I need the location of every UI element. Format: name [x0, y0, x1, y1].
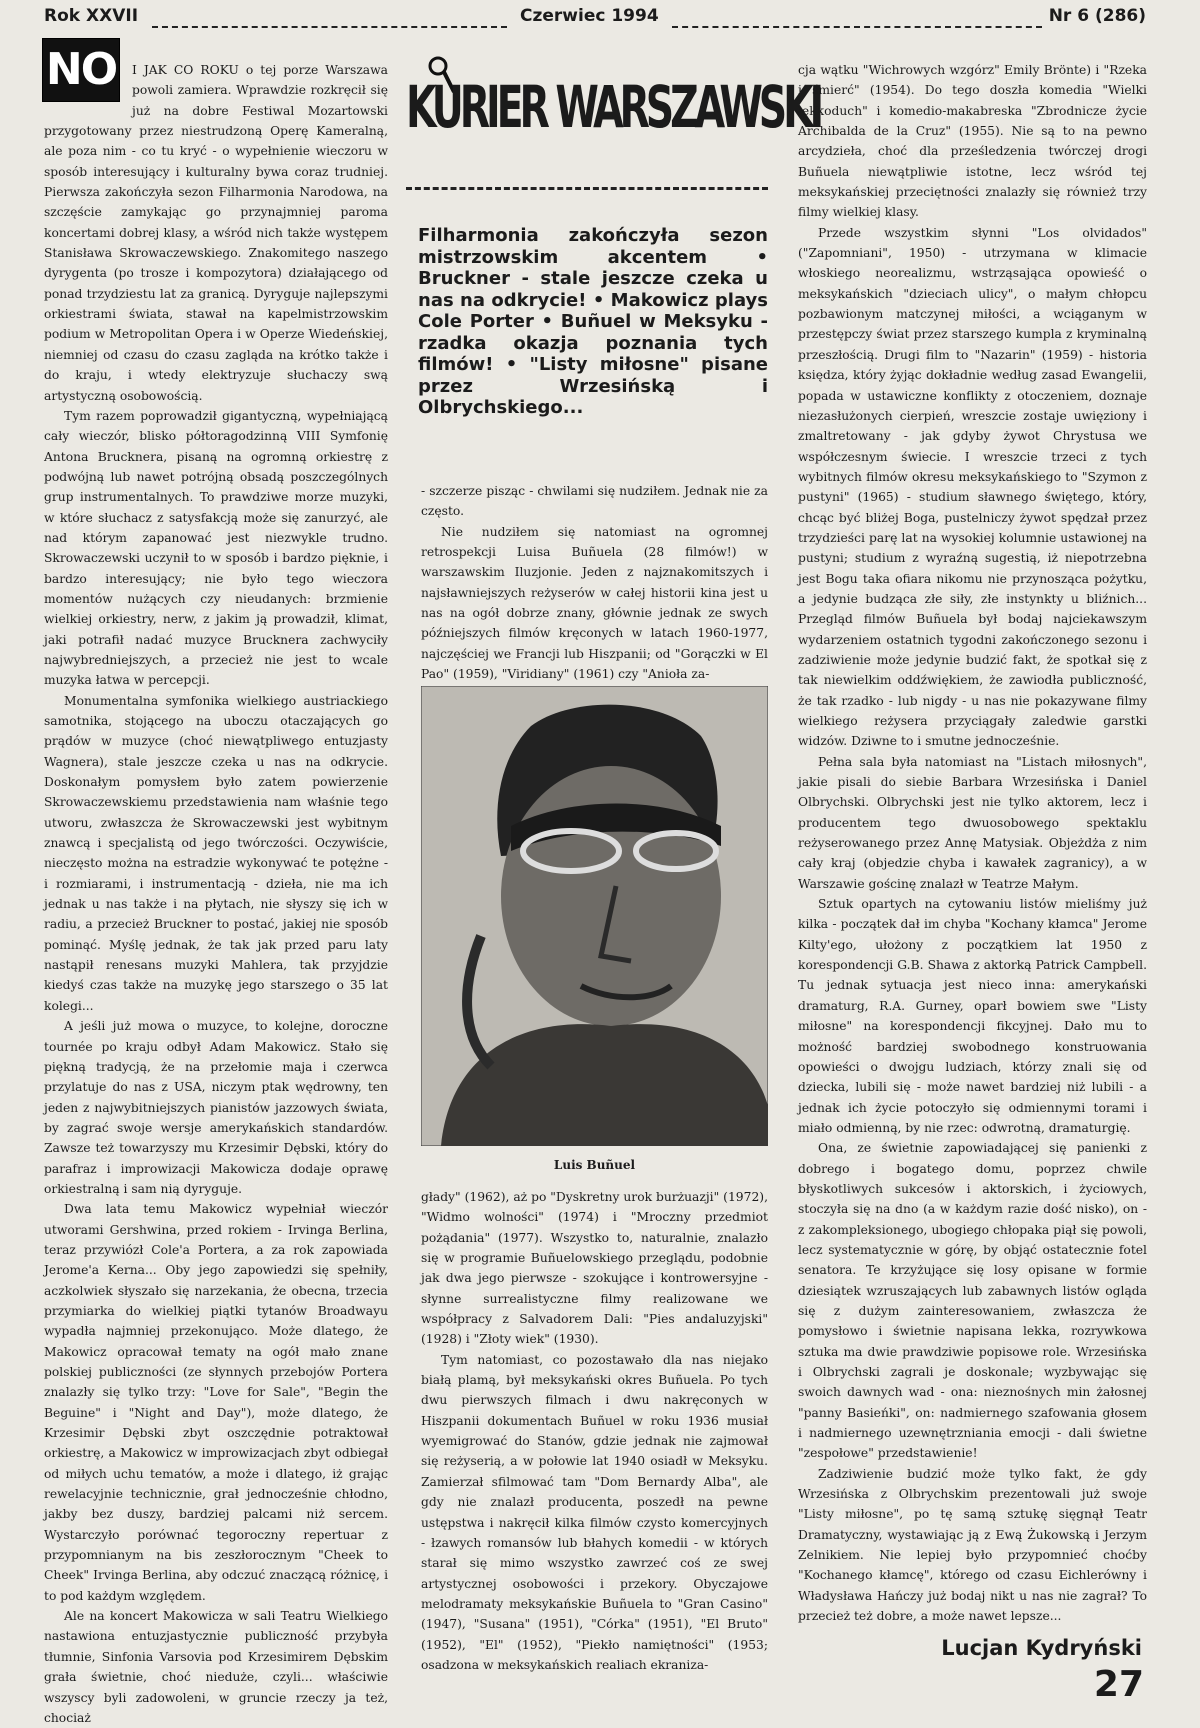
masthead-title: KURIER WARSZAWSKI [406, 73, 821, 141]
masthead [406, 50, 821, 160]
issue-number: Nr 6 (286) [1048, 6, 1146, 26]
paragraph: - szczerze pisząc - chwilami się nudziłem. Jednak nie za często. [421, 484, 768, 519]
paragraph: Pełna sala była natomiast na "Listach miłosnych", jakie pisali do siebie Barbara Wrzesińska i Daniel Olbrychski. Olbrychski jest nie tylko aktorem, lecz i producentem tego dwuosobowego spektaklu reżyserowanego przez Annę Matysiak. Objeżdża z nim cały kraj (objedzie chyba i kawałek zagranicy), a w Warszawie gościnę znalazł w Teatrze Małym. [798, 754, 1147, 891]
column-middle-bottom [421, 1187, 768, 1675]
page-number: 27 [1093, 1664, 1144, 1705]
column-right [798, 60, 1147, 1626]
column-middle-top [421, 481, 768, 684]
paragraph: Sztuk opartych na cytowaniu listów mieliśmy już kilka - początek dał im chyba "Kochany kłamca" Jerome Kilty'ego, ułożony z początkiem lat 1950 z korespondencji G.B. Shawa z aktorką Patrick Campbell. Tu jednak sytuacja jest nieco inna: amerykański dramaturg, R.A. Gurney, oparł bowiem swe "Listy miłosne" na korespondencji fikcyjnej. Dało mu to możność bardziej swobodnego konstruowania opowieści o dwojgu ludziach, którzy znali się od dziecka, lubili się - może nawet bardziej niż lubili - a jednak ich życie potoczyło się odmiennymi torami i miało odmienną, by nie rzec: odwrotną, dramaturgię. [798, 897, 1147, 1135]
issue-date: Czerwiec 1994 [520, 6, 659, 26]
paragraph: Tym natomiast, co pozostawało dla nas niejako białą plamą, był meksykański okres Buñuela. Po tych dwu pierwszych filmach i dwu nakręconych w Hiszpanii dokumentach Buñuel w roku 1936 musiał wyemigrować do Stanów, gdzie jednak nie zajmował się reżyserią, a w połowie lat 1940 osiadł w Meksyku. Zamierzał sfilmować tam "Dom Bernardy Alba", ale gdy nie znalazł producenta, poszedł na pewne ustępstwa i nakręcił kilka filmów czysto komercyjnych - łzawych romansów lub błahych komedii - w których starał się mimo wszystko zawrzeć coś ze swej artystycznej osobowości i przekory. Obyczajowe melodramaty meksykańskie Buñuela to "Gran Casino" (1947), "Susana" (1951), "Córka" (1951), "El Bruto" (1952), "El" (1952), "Piekło namiętności" (1953; osadzona w meksykańskich realiach ekraniza- [421, 1352, 768, 1672]
paragraph: Monumentalna symfonika wielkiego austriackiego samotnika, stojącego na uboczu otaczających go prądów w muzyce (choć niewątpliwego entuzjasty Wagnera), stale jeszcze czeka u nas na odkrycie. Doskonałym pomysłem było zatem powierzenie Skrowaczewskiemu przedstawienia nam właśnie tego utworu, zwłaszcza że Skrowaczewski jest wybitnym znawcą i specjalistą od jego twórczości. Oczywiście, nieczęsto można na estradzie wykonywać te potężne - i rozmiarami, i instrumentacją - dzieła, nie ma ich jednak u nas także i na płytach, nie słyszy się ich w radiu, a przecież Bruckner to postać, jakiej nie sposób pominąć. Myślę jednak, że tak jak przed paru laty nastąpił renesans muzyki Mahlera, tak przyjdzie kiedyś czas także na muzykę jego starszego o 35 lat kolegi... [44, 693, 388, 1013]
portrait-photo [421, 686, 768, 1146]
paragraph: I JAK CO ROKU o tej porze Warszawa powoli zamiera. Wprawdzie rozkręcił się już na dobre Festiwal Mozartowski przygotowany przez niestrudzoną Operę Kameralną, ale poza nim - co tu kryć - o wypełnienie wieczoru w sposób interesujący i kulturalny bywa coraz trudniej. Pierwsza zakończyła sezon Filharmonia Narodowa, na szczęście zamykając go przynajmniej paroma koncertami dobrej klasy, a wśród nich także występem Stanisława Skrowaczewskiego. Znakomitego naszego dyrygenta (po trosze i kompozytora) działającego od ponad trzydziestu lat za granicą. Dyryguje najlepszymi orkiestrami świata, stawał na kapelmistrzowskim podium w Metropolitan Opera i w Operze Wiedeńskiej, niemniej od czasu do czasu zagląda na krótko także i do kraju, i wtedy elektryzuje słuchaczy swą artystyczną osobowością. [44, 63, 388, 403]
paragraph: głady" (1962), aż po "Dyskretny urok burżuazji" (1972), "Widmo wolności" (1974) i "Mroczny przedmiot pożądania" (1977). Wszystko to, naturalnie, znalazło się w programie Buñuelowskiego przeglądu, podobnie jak dwa jego pierwsze - szokujące i kontrowersyjne - słynne surrealistyczne filmy realizowane we współpracy z Salvadorem Dali: "Pies andaluzyjski" (1928) i "Złoty wiek" (1930). [421, 1190, 768, 1347]
masthead-rule [406, 187, 768, 190]
paragraph: Zadziwienie budzić może tylko fakt, że gdy Wrzesińska z Olbrychskim prezentowali już swoje "Listy miłosne", po tę samą sztukę sięgnął Teatr Dramatyczny, wystawiając ją z Ewą Żukowską i Jerzym Zelnikiem. Nie lepiej było przypomnieć choćby "Kochanego kłamcę", którego od czasu Eichlerówny i Władysława Hańczy już bodaj nikt u nas nie zagrał? To przecież też dobre, a może nawet lepsze... [798, 1466, 1147, 1624]
section-badge: NO [42, 38, 120, 102]
paragraph: A jeśli już mowa o muzyce, to kolejne, doroczne tournée po kraju odbył Adam Makowicz. Stało się piękną tradycją, że na przełomie maja i czerwca przylatuje do nas z USA, niczym ptak wędrowny, ten jeden z najwybitniejszych pianistów jazzowych świata, by zagrać swoje wersje amerykańskich standardów. Zawsze też towarzyszy mu Krzesimir Dębski, który do parafraz i improwizacji Makowicza dodaje oprawę orkiestralną i sam nią dyryguje. [44, 1019, 388, 1196]
teaser-headline: Filharmonia zakończyła sezon mistrzowskim akcentem • Bruckner - stale jeszcze czeka u nas na odkrycie! • Makowicz plays Cole Porter • Buñuel w Meksyku - rzadka okazja poznania tych filmów! • "Listy miłosne" pisane przez Wrzesińską i Olbrychskiego... [418, 225, 768, 418]
volume-label: Rok XXVII [44, 6, 139, 26]
paragraph: Dwa lata temu Makowicz wypełniał wieczór utworami Gershwina, przed rokiem - Irvinga Berlina, teraz przywiózł Cole'a Portera, a za rok zapowiada Jerome'a Kerna... Oby jego zapowiedzi się spełniły, aczkolwiek słyszało się narzekania, że obecna, trzecia przymiarka do wielkiej piątki tytanów Broadwayu wypadła najmniej przekonująco. Może dlatego, że Makowicz opracował tematy na ogół mało znane polskiej publiczności (ze słynnych przebojów Portera znalazły się tylko trzy: "Love for Sale", "Begin the Beguine" i "Night and Day"), może dlatego, że Krzesimir Dębski zbyt oszczędnie potraktował orkiestrę, a Makowicz w improwizacjach zbyt odbiegał od miłych uchu tematów, a może i dlatego, iż grając rewelacyjnie technicznie, grał jednocześnie chłodno, jakby bez duszy, bardziej palcami niż sercem. Wystarczyło porównać tegoroczny repertuar z przypomnianym na bis zeszłorocznym "Cheek to Cheek" Irvinga Berlina, aby odczuć znaczącą różnicę, i to pod każdym względem. [44, 1202, 388, 1603]
header-rule-left [152, 26, 507, 28]
photo-caption: Luis Buñuel [553, 1158, 636, 1172]
author-signature: Lucjan Kydryński [941, 1636, 1142, 1660]
header-rule-right [672, 26, 1042, 28]
paragraph: Ale na koncert Makowicza w sali Teatru Wielkiego nastawiona entuzjastycznie publiczność przybyła tłumnie, Sinfonia Varsovia pod Krzesimirem Dębskim grała świetnie, choć nieduże, czyli... właściwie wszyscy byli zadowoleni, w gruncie rzeczy ja też, chociaż [44, 1609, 388, 1725]
column-left [44, 44, 388, 1728]
paragraph: Tym razem poprowadził gigantyczną, wypełniającą cały wieczór, blisko półtoragodzinną VIII Symfonię Antona Brucknera, pisaną na ogromną orkiestrę z podwójną lub nawet potrójną obsadą poszczególnych grup instrumentalnych. To prawdziwe morze muzyki, w które słuchacz z satysfakcją może się zanurzyć, ale nad którym zapanować jest niezwykle trudno. Skrowaczewski uczynił to w sposób i bardzo pięknie, i bardzo interesujący; nie było tego wieczora momentów nużących czy nieudanych: brzmienie wielkiej orkiestry, nerw, z jakim ją prowadził, klimat, jaki potrafił nadać muzyce Brucknera zachwyciły najwybredniejszych, a przecież nie jest to wcale muzyka łatwa w percepcji. [44, 408, 388, 688]
paragraph: Nie nudziłem się natomiast na ogromnej retrospekcji Luisa Buñuela (28 filmów!) w warszawskim Iluzjonie. Jeden z najznakomitszych i najsławniejszych reżyserów w całej historii kina jest u nas na ogół dobrze znany, głównie jednak ze swych późniejszych filmów kręconych w latach 1960-1977, najczęściej we Francji lub Hiszpanii; od "Gorączki w El Pao" (1959), "Viridiany" (1961) czy "Anioła za- [421, 524, 768, 682]
paragraph: Przede wszystkim słynni "Los olvidados" ("Zapomniani", 1950) - utrzymana w klimacie włoskiego neorealizmu, wstrząsająca opowieść o meksykańskich "dzieciach ulicy", o małym chłopcu pozbawionym matczynej miłości, a wciąganym w przestępczy świat przez starszego kumpla z kryminalną przeszłością. Drugi film to "Nazarin" (1959) - historia księdza, który żyjąc dokładnie według zasad Ewangelii, popada w ustawiczne konflikty z otoczeniem, doznaje niezasłużonych cierpień, wreszcie zostaje uwięziony i zmaltretowany - jak gdyby żywot Chrystusa we współczesnym świecie. I wreszcie trzeci z tych wybitnych filmów okresu meksykańskiego to "Szymon z pustyni" (1965) - studium sławnego świętego, który, chcąc być bliżej Boga, pustelniczy żywot spędzał przez trzydzieści parę lat na wysokiej kolumnie ustawionej na pustyni; studium z wyraźną sugestią, iż niepotrzebna jest Bogu taka ofiara nikomu nie przynosząca pożytku, a jedynie budząca złe siły, złe instynkty u bliźnich... Przegląd filmów Buñuela był bodaj najciekawszym wydarzeniem ostatnich tygodni zakończonego sezonu i zadziwienie może jedynie budzić fakt, że spotkał się z tak niewielkim oddźwiękiem, że zawiodła publiczność, że tak rzadko - lub nigdy - u nas nie pokazywane filmy wielkiego reżysera przyciągały zaledwie garstki widzów. Dziwne to i smutne jednocześnie. [798, 225, 1147, 749]
paragraph: Ona, ze świetnie zapowiadającej się panienki z dobrego i bogatego domu, poprzez chwile błyskotliwych sukcesów i aktorskich, i życiowych, stoczyła się na dno (a w każdym razie dość nisko), on - z zakompleksionego, ubogiego chłopaka piął się powoli, lecz systematycznie w górę, by objąć ostatecznie fotel senatora. Te krzyżujące się losy opisane w formie dziesiątek wzruszających lub zabawnych listów ogląda się z dużym zainteresowaniem, zwłaszcza że pomysłowo i świetnie napisana lekka, rozrywkowa sztuka ma dwie prawdziwie popisowe role. Wrzesińska i Olbrychski zagrali je doskonale; wyzbywając się swoich dawnych wad - ona: nieznośnych min żałosnej "panny Basieńki", on: nadmiernego szafowania głosem i nadmiernego uzewnętrzniania emocji - dali świetne "zespołowe" przedstawienie! [798, 1141, 1147, 1461]
paragraph: cja wątku "Wichrowych wzgórz" Emily Brönte) i "Rzeka i śmierć" (1954). Do tego doszła komedia "Wielki lekkoduch" i komedio-makabreska "Zbrodnicze życie Archibalda de la Cruz" (1955). Nie są to na pewno arcydzieła, choć dla prześledzenia twórczej drogi Buñuela niewątpliwie istotne, lecz wśród tej meksykańskiej przeciętności znalazły się również trzy filmy wielkiej klasy. [798, 63, 1147, 220]
